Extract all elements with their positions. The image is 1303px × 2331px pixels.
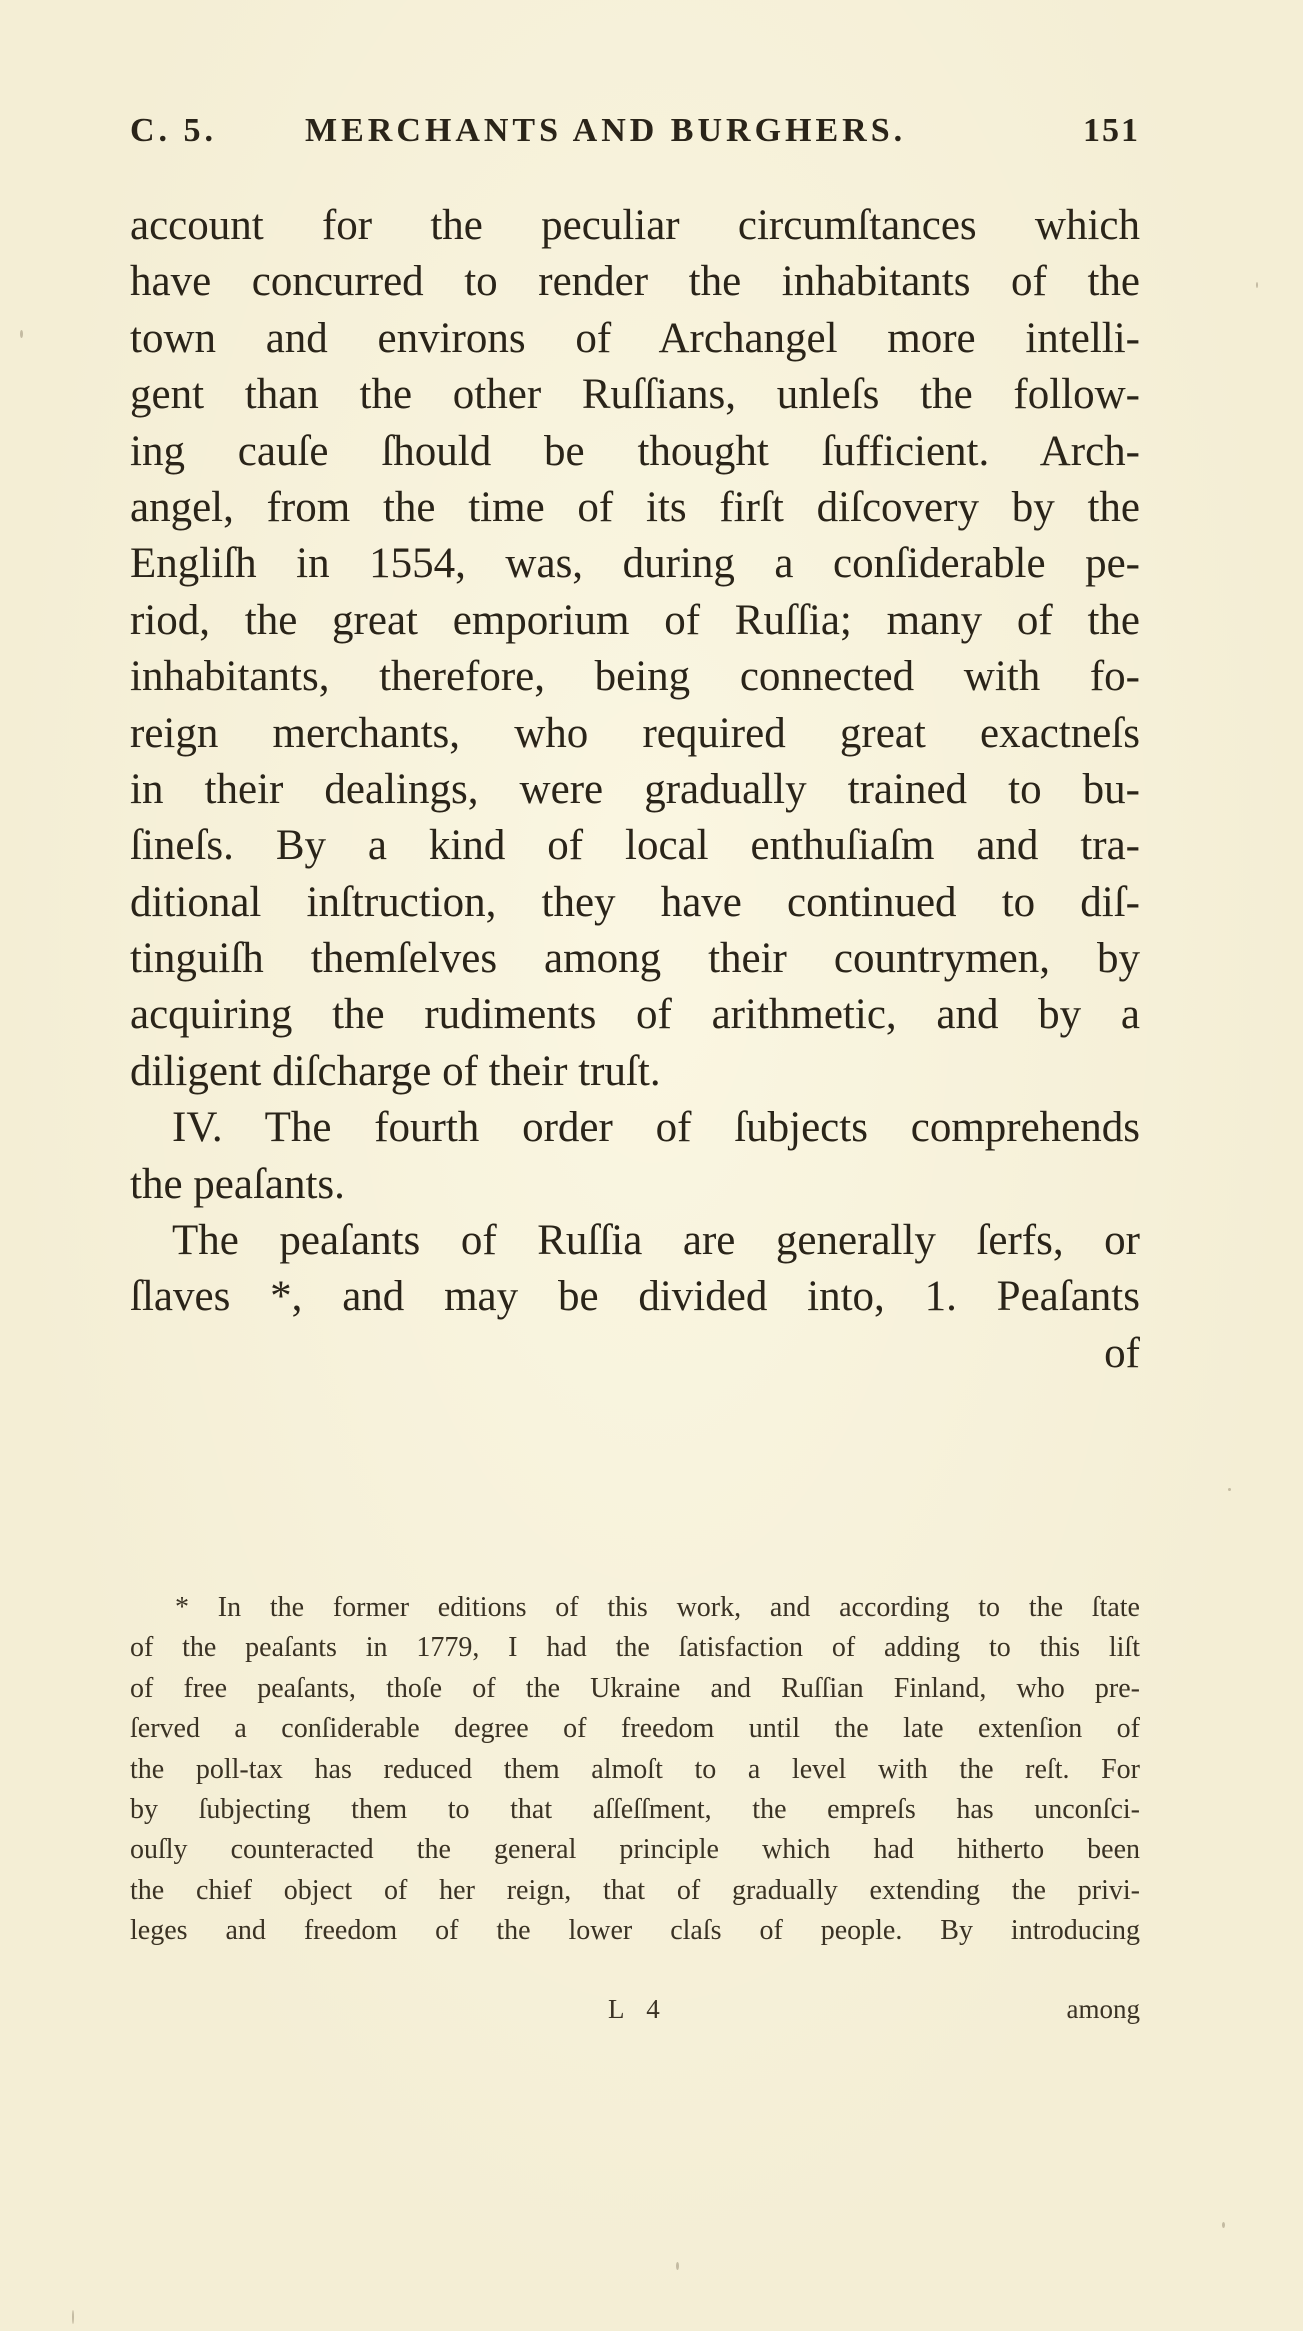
text-line: angel, from the time of its firſt diſcovery by the bbox=[130, 483, 1140, 531]
main-text bbox=[130, 198, 1140, 1382]
text-line: gent than the other Ruſſians, unleſs the follow- bbox=[130, 371, 1140, 419]
text-line: in their dealings, were gradually trained to bu- bbox=[130, 765, 1140, 813]
text-line: IV. The fourth order of ſubjects comprehends bbox=[172, 1104, 1140, 1152]
text-line: The peaſants of Ruſſia are generally ſerfs, or bbox=[172, 1217, 1140, 1265]
footnote-line: * In the former editions of this work, and according to the ſtate bbox=[175, 1592, 1140, 1623]
text-line: riod, the great emporium of Ruſſia; many of the bbox=[130, 596, 1140, 644]
paper-speck bbox=[20, 330, 23, 338]
footnote-line: by ſubjecting them to that aſſeſſment, the empreſs has unconſci- bbox=[130, 1793, 1140, 1825]
catchword-line: of bbox=[1104, 1329, 1140, 1377]
text-line: diligent diſcharge of their truſt. bbox=[130, 1047, 661, 1095]
footnote-line: the poll-tax has reduced them almoſt to a level with the reſt. For bbox=[130, 1753, 1140, 1785]
text-line: inhabitants, therefore, being connected with fo- bbox=[130, 653, 1140, 701]
footnote-line: leges and freedom of the lower claſs of people. By introducing bbox=[130, 1915, 1140, 1947]
running-header bbox=[130, 112, 1140, 162]
chapter-number: C. 5. bbox=[130, 112, 218, 149]
text-line: ſineſs. By a kind of local enthuſiaſm and tra- bbox=[130, 822, 1140, 870]
page-number: 151 bbox=[1083, 112, 1140, 149]
text-line: reign merchants, who required great exactneſs bbox=[130, 709, 1140, 757]
text-line: town and environs of Archangel more intelli- bbox=[130, 314, 1140, 362]
text-line: tinguiſh themſelves among their countrymen, by bbox=[130, 935, 1140, 983]
paper-speck bbox=[676, 2262, 679, 2270]
footnote-line: of the peaſants in 1779, I had the ſatisfaction of adding to this liſt bbox=[130, 1632, 1140, 1664]
text-line: Engliſh in 1554, was, during a conſiderable pe- bbox=[130, 540, 1140, 588]
paper-speck bbox=[1256, 282, 1258, 288]
text-line: have concurred to render the inhabitants of the bbox=[130, 258, 1140, 306]
signature-mark: L 4 bbox=[608, 1994, 668, 2024]
footnote-line: ouſly counteracted the general principle which had hitherto been bbox=[130, 1834, 1140, 1866]
paper-speck bbox=[1228, 1488, 1231, 1491]
text-line: the peaſants. bbox=[130, 1160, 345, 1208]
paper-speck bbox=[1222, 2222, 1225, 2228]
footnote-line: ſerved a conſiderable degree of freedom until the late extenſion of bbox=[130, 1713, 1140, 1745]
running-title: MERCHANTS AND BURGHERS. bbox=[305, 112, 907, 149]
text-line: ſlaves *, and may be divided into, 1. Peaſants bbox=[130, 1273, 1140, 1321]
paper-speck bbox=[72, 2310, 74, 2324]
text-line: ditional inſtruction, they have continued to diſ- bbox=[130, 878, 1140, 926]
footnote-line: the chief object of her reign, that of gradually extending the privi- bbox=[130, 1874, 1140, 1906]
page-foot bbox=[130, 1994, 1140, 2034]
catchword: among bbox=[1066, 1994, 1140, 2024]
footnote-line: of free peaſants, thoſe of the Ukraine and Ruſſian Finland, who pre- bbox=[130, 1672, 1140, 1704]
text-line: acquiring the rudiments of arithmetic, and by a bbox=[130, 991, 1140, 1039]
footnote bbox=[130, 1588, 1140, 1952]
text-line: account for the peculiar circumſtances which bbox=[130, 202, 1140, 249]
text-line: ing cauſe ſhould be thought ſufficient. Arch- bbox=[130, 427, 1140, 475]
